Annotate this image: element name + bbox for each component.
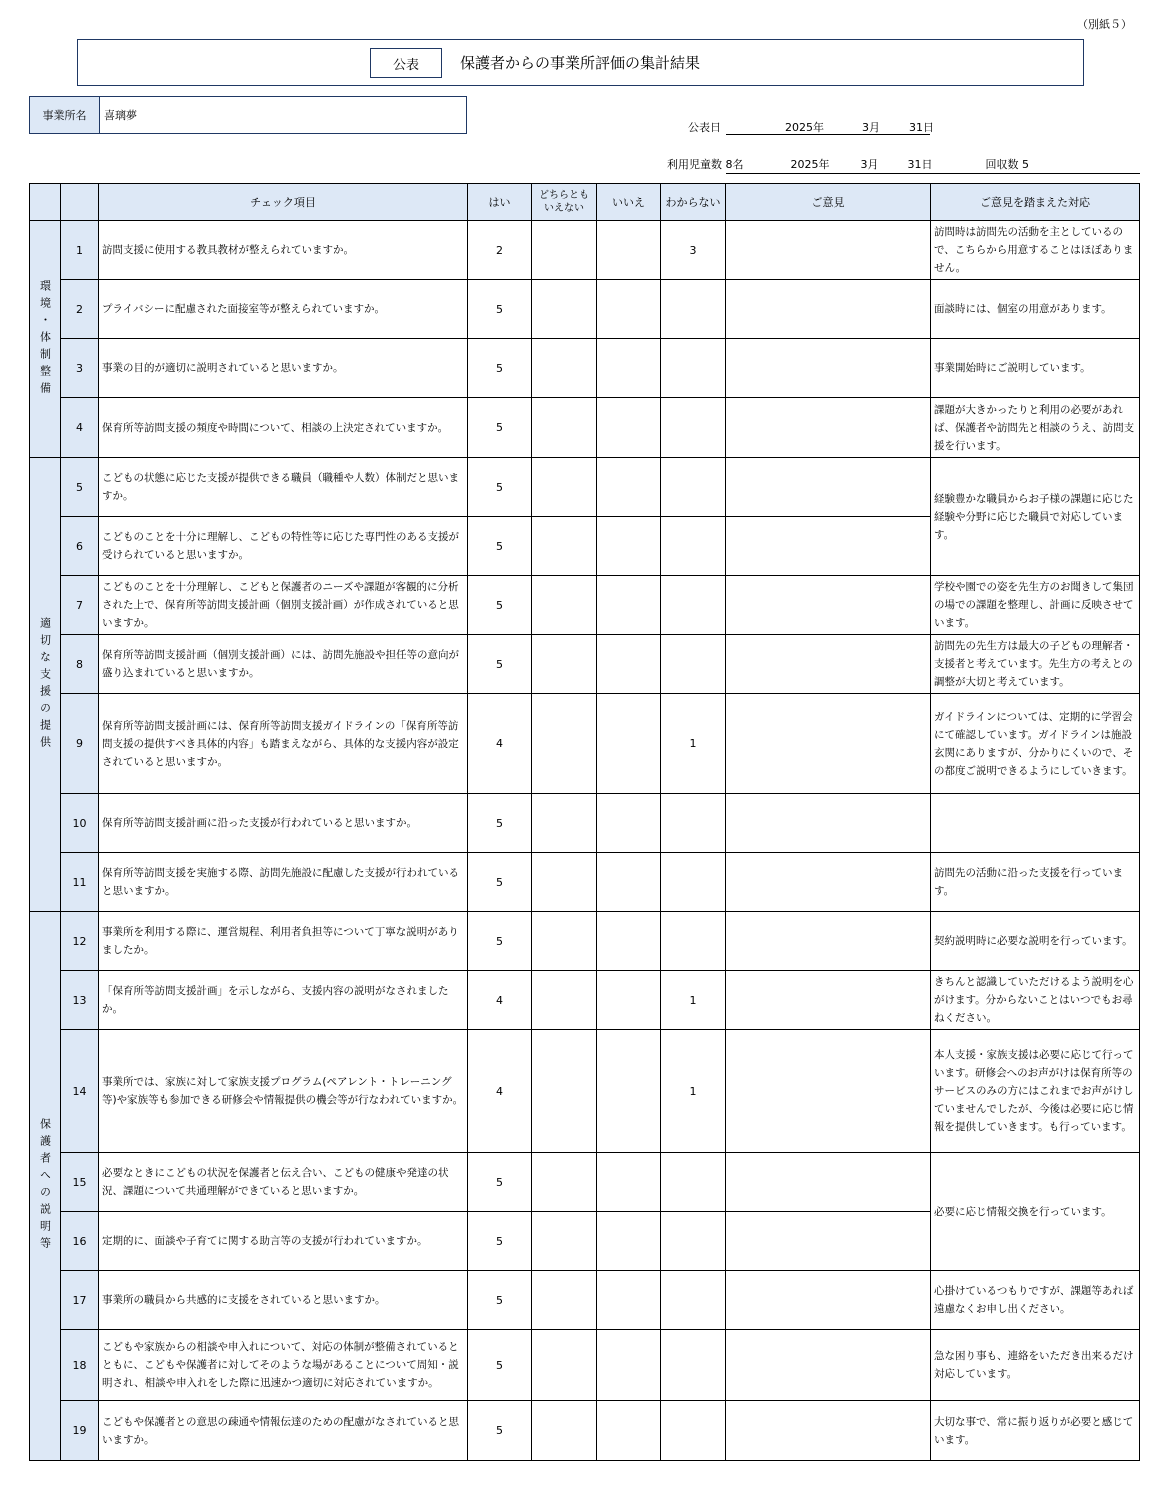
opinion-cell <box>726 853 931 912</box>
answer-neither <box>532 398 597 458</box>
appendix-label: （別紙５） <box>1077 18 1132 31</box>
answer-neither <box>532 1153 597 1212</box>
office-box <box>29 96 467 134</box>
response-cell: 大切な事で、常に振り返りが必要と感じています。 <box>931 1401 1140 1461</box>
response-cell: 心掛けているつもりですが、課題等あれば遠慮なくお申し出ください。 <box>931 1271 1140 1330</box>
answer-yes: 5 <box>468 339 532 398</box>
check-item-text: 「保育所等訪問支援計画」を示しながら、支援内容の説明がなされましたか。 <box>99 971 468 1030</box>
publication-month: 3月 <box>862 121 880 134</box>
answer-no <box>597 694 661 794</box>
row-number: 18 <box>61 1330 99 1401</box>
answer-yes: 5 <box>468 576 532 635</box>
answer-no <box>597 339 661 398</box>
answer-yes: 5 <box>468 1212 532 1271</box>
stats-year: 2025年 <box>790 158 830 171</box>
opinion-cell <box>726 912 931 971</box>
page-title: 保護者からの事業所評価の集計結果 <box>460 54 701 72</box>
answer-unknown <box>661 398 726 458</box>
answer-unknown <box>661 1153 726 1212</box>
answer-unknown <box>661 339 726 398</box>
answer-yes: 4 <box>468 1030 532 1153</box>
answer-yes: 4 <box>468 971 532 1030</box>
row-number: 12 <box>61 912 99 971</box>
check-item-text: こどものことを十分理解し、こどもと保護者のニーズや課題が客観的に分析された上で、保育所等訪問支援計画（個別支援計画）が作成されていると思いますか。 <box>99 576 468 635</box>
response-cell: きちんと認識していただけるよう説明を心がけます。分からないことはいつでもお尋ねください。 <box>931 971 1140 1030</box>
answer-no <box>597 635 661 694</box>
header-check-item: チェック項目 <box>99 183 468 221</box>
publication-day: 31日 <box>909 121 934 134</box>
row-number: 17 <box>61 1271 99 1330</box>
opinion-cell <box>726 1212 931 1271</box>
header-category-cell <box>29 183 61 221</box>
answer-neither <box>532 912 597 971</box>
answer-yes: 5 <box>468 458 532 517</box>
row-number: 14 <box>61 1030 99 1153</box>
opinion-cell <box>726 221 931 280</box>
answer-no <box>597 1030 661 1153</box>
response-cell: 経験豊かな職員からお子様の課題に応じた経験や分野に応じた職員で対応しています。 <box>931 458 1140 576</box>
opinion-cell <box>726 635 931 694</box>
response-cell: ガイドラインについては、定期的に学習会にて確認しています。ガイドラインは施設玄関にありますが、分かりにくいので、その都度ご説明できるようにしていきます。 <box>931 694 1140 794</box>
check-item-text: 必要なときにこどもの状況を保護者と伝え合い、こどもの健康や発達の状況、課題について共通理解ができていると思いますか。 <box>99 1153 468 1212</box>
answer-unknown <box>661 1401 726 1461</box>
answer-unknown <box>661 853 726 912</box>
opinion-cell <box>726 458 931 517</box>
check-item-text: 事業所を利用する際に、運営規程、利用者負担等について丁寧な説明がありましたか。 <box>99 912 468 971</box>
answer-neither <box>532 576 597 635</box>
category-appropriate-support: 適切な支援の提供 <box>29 458 61 912</box>
answer-unknown <box>661 458 726 517</box>
answer-unknown <box>661 1212 726 1271</box>
opinion-cell <box>726 971 931 1030</box>
answer-yes: 5 <box>468 1401 532 1461</box>
answer-yes: 5 <box>468 398 532 458</box>
answer-neither <box>532 1271 597 1330</box>
row-number: 2 <box>61 280 99 339</box>
check-item-text: 保育所等訪問支援計画に沿った支援が行われていると思いますか。 <box>99 794 468 853</box>
answer-unknown <box>661 280 726 339</box>
answer-yes: 5 <box>468 912 532 971</box>
answer-unknown <box>661 912 726 971</box>
answer-neither <box>532 794 597 853</box>
answer-no <box>597 1212 661 1271</box>
row-number: 15 <box>61 1153 99 1212</box>
opinion-cell <box>726 794 931 853</box>
response-cell: 本人支援・家族支援は必要に応じて行っています。研修会へのお声がけは保育所等のサービスのみの方にはこれまでお声がけしていませんでしたが、今後は必要に応じ情報を提供していきます。も行っています。 <box>931 1030 1140 1153</box>
answer-unknown: 1 <box>661 971 726 1030</box>
answer-neither <box>532 635 597 694</box>
row-number: 19 <box>61 1401 99 1461</box>
answer-yes: 5 <box>468 1153 532 1212</box>
answer-unknown <box>661 517 726 576</box>
opinion-cell <box>726 576 931 635</box>
answer-no <box>597 1153 661 1212</box>
response-cell: 学校や園での姿を先生方のお聞きして集団の場での課題を整理し、計画に反映させています。 <box>931 576 1140 635</box>
opinion-cell <box>726 694 931 794</box>
answer-neither <box>532 971 597 1030</box>
answer-unknown <box>661 635 726 694</box>
answer-yes: 5 <box>468 1271 532 1330</box>
opinion-cell <box>726 1401 931 1461</box>
answer-neither <box>532 339 597 398</box>
header-opinion: ご意見 <box>726 183 931 221</box>
answer-neither <box>532 853 597 912</box>
answer-neither <box>532 1212 597 1271</box>
check-item-text: プライバシーに配慮された面接室等が整えられていますか。 <box>99 280 468 339</box>
stats-day: 31日 <box>907 158 933 171</box>
publication-underline <box>726 134 930 135</box>
answer-yes: 5 <box>468 1330 532 1401</box>
header-response: ご意見を踏まえた対応 <box>931 183 1140 221</box>
answer-no <box>597 517 661 576</box>
response-cell: 訪問時は訪問先の活動を主としているので、こちらから用意することはほぼありません。 <box>931 221 1140 280</box>
answer-neither <box>532 221 597 280</box>
check-item-text: 事業の目的が適切に説明されていると思いますか。 <box>99 339 468 398</box>
publication-label: 公表日 <box>688 121 721 134</box>
check-item-text: 保育所等訪問支援を実施する際、訪問先施設に配慮した支援が行われていると思いますか。 <box>99 853 468 912</box>
header-neither: どちらとも いえない <box>532 183 597 221</box>
stats-underline <box>726 173 1140 174</box>
answer-yes: 5 <box>468 794 532 853</box>
check-item-text: 事業所の職員から共感的に支援をされていると思いますか。 <box>99 1271 468 1330</box>
title-box <box>77 39 1084 86</box>
check-item-text: 保育所等訪問支援の頻度や時間について、相談の上決定されていますか。 <box>99 398 468 458</box>
answer-unknown: 3 <box>661 221 726 280</box>
answer-yes: 4 <box>468 694 532 794</box>
response-cell: 必要に応じ情報交換を行っています。 <box>931 1153 1140 1271</box>
row-number: 1 <box>61 221 99 280</box>
answer-no <box>597 971 661 1030</box>
publication-year: 2025年 <box>785 121 824 134</box>
opinion-cell <box>726 517 931 576</box>
opinion-cell <box>726 339 931 398</box>
answer-unknown: 1 <box>661 694 726 794</box>
response-cell: 契約説明時に必要な説明を行っています。 <box>931 912 1140 971</box>
answer-yes: 5 <box>468 853 532 912</box>
response-cell: 急な困り事も、連絡をいただき出来るだけ対応しています。 <box>931 1330 1140 1401</box>
row-number: 4 <box>61 398 99 458</box>
answer-unknown <box>661 1330 726 1401</box>
row-number: 11 <box>61 853 99 912</box>
check-item-text: 保育所等訪問支援計画（個別支援計画）には、訪問先施設や担任等の意向が盛り込まれていると思いますか。 <box>99 635 468 694</box>
response-cell: 訪問先の先生方は最大の子どもの理解者・支援者と考えています。先生方の考えとの調整が大切と考えています。 <box>931 635 1140 694</box>
response-cell: 課題が大きかったりと利用の必要があれば、保護者や訪問先と相談のうえ、訪問支援を行います。 <box>931 398 1140 458</box>
row-number: 3 <box>61 339 99 398</box>
check-item-text: こどもや保護者との意思の疎通や情報伝達のための配慮がなされていると思いますか。 <box>99 1401 468 1461</box>
check-item-text: 訪問支援に使用する教具教材が整えられていますか。 <box>99 221 468 280</box>
header-unknown: わからない <box>661 183 726 221</box>
answer-no <box>597 794 661 853</box>
check-item-text: 定期的に、面談や子育てに関する助言等の支援が行われていますか。 <box>99 1212 468 1271</box>
category-environment: 環境・体制整備 <box>29 221 61 458</box>
opinion-cell <box>726 1330 931 1401</box>
response-cell: 訪問先の活動に沿った支援を行っています。 <box>931 853 1140 912</box>
answer-no <box>597 221 661 280</box>
check-item-text: 保育所等訪問支援計画には、保育所等訪問支援ガイドラインの「保育所等訪問支援の提供すべき具体的内容」も踏まえながら、具体的な支援内容が設定されていると思いますか。 <box>99 694 468 794</box>
row-number: 5 <box>61 458 99 517</box>
row-number: 16 <box>61 1212 99 1271</box>
answer-neither <box>532 1330 597 1401</box>
answer-neither <box>532 458 597 517</box>
header-no: いいえ <box>597 183 661 221</box>
check-item-text: こどもや家族からの相談や申入れについて、対応の体制が整備されているとともに、こどもや保護者に対してそのような場があることについて周知・説明され、相談や申入れをした際に迅速かつ適切に対応されていますか。 <box>99 1330 468 1401</box>
check-item-text: 事業所では、家族に対して家族支援プログラム(ペアレント・トレーニング等)や家族等も参加できる研修会や情報提供の機会等が行なわれていますか。 <box>99 1030 468 1153</box>
row-number: 6 <box>61 517 99 576</box>
row-number: 8 <box>61 635 99 694</box>
answer-no <box>597 458 661 517</box>
check-item-text: こどものことを十分に理解し、こどもの特性等に応じた専門性のある支援が受けられていると思いますか。 <box>99 517 468 576</box>
answer-yes: 5 <box>468 635 532 694</box>
answer-yes: 5 <box>468 280 532 339</box>
answer-no <box>597 1271 661 1330</box>
answer-no <box>597 1330 661 1401</box>
answer-no <box>597 576 661 635</box>
answer-unknown: 1 <box>661 1030 726 1153</box>
office-name: 喜璃夢 <box>104 109 137 122</box>
answer-no <box>597 853 661 912</box>
header-yes: はい <box>468 183 532 221</box>
opinion-cell <box>726 1030 931 1153</box>
opinion-cell <box>726 1271 931 1330</box>
answer-unknown <box>661 576 726 635</box>
answer-no <box>597 280 661 339</box>
stats-month: 3月 <box>860 158 879 171</box>
response-cell <box>931 794 1140 853</box>
answer-neither <box>532 1030 597 1153</box>
office-label: 事業所名 <box>30 97 100 133</box>
response-cell: 事業開始時にご説明しています。 <box>931 339 1140 398</box>
answer-no <box>597 912 661 971</box>
check-item-text: こどもの状態に応じた支援が提供できる職員（職種や人数）体制だと思いますか。 <box>99 458 468 517</box>
publication-badge: 公表 <box>370 48 442 78</box>
answer-yes: 2 <box>468 221 532 280</box>
users-label: 利用児童数 <box>667 158 722 171</box>
header-number-cell <box>61 183 99 221</box>
users-count: 8名 <box>725 158 744 171</box>
opinion-cell <box>726 1153 931 1212</box>
response-cell: 面談時には、個室の用意があります。 <box>931 280 1140 339</box>
opinion-cell <box>726 398 931 458</box>
answer-neither <box>532 517 597 576</box>
opinion-cell <box>726 280 931 339</box>
answer-unknown <box>661 1271 726 1330</box>
collected-label: 回収数 <box>985 158 1019 171</box>
publication-date-row <box>688 119 934 135</box>
category-explanation: 保護者への説明等 <box>29 912 61 1461</box>
row-number: 7 <box>61 576 99 635</box>
row-number: 13 <box>61 971 99 1030</box>
answer-no <box>597 1401 661 1461</box>
answer-yes: 5 <box>468 517 532 576</box>
answer-no <box>597 398 661 458</box>
collected-count: 5 <box>1022 158 1029 171</box>
answer-neither <box>532 1401 597 1461</box>
row-number: 10 <box>61 794 99 853</box>
answer-neither <box>532 694 597 794</box>
answer-unknown <box>661 794 726 853</box>
row-number: 9 <box>61 694 99 794</box>
stats-row <box>667 156 1029 172</box>
answer-neither <box>532 280 597 339</box>
